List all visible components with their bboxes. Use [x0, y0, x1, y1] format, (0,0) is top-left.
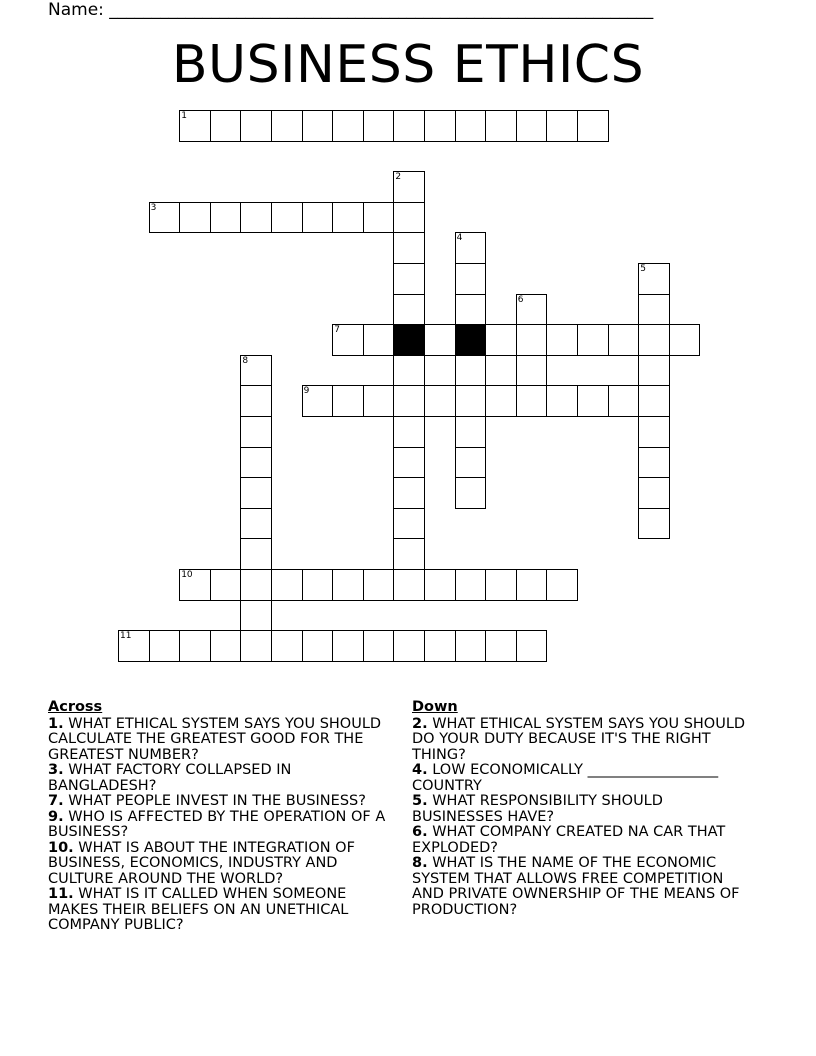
- clue-number: 10: [181, 570, 193, 580]
- grid-cell[interactable]: [455, 385, 487, 417]
- clue-item-number: 9.: [48, 808, 64, 825]
- grid-cell[interactable]: [240, 447, 272, 479]
- grid-cell[interactable]: [393, 416, 425, 448]
- grid-cell[interactable]: [332, 324, 364, 356]
- grid-cell[interactable]: [608, 324, 640, 356]
- clue-item-number: 4.: [412, 762, 428, 778]
- down-heading: Down: [412, 699, 458, 715]
- grid-cell[interactable]: [516, 294, 548, 326]
- grid-cell[interactable]: [638, 355, 670, 387]
- grid-cell[interactable]: [210, 202, 242, 234]
- grid-cell[interactable]: [485, 385, 517, 417]
- grid-cell[interactable]: [179, 110, 211, 142]
- across-clues: [48, 700, 393, 934]
- grid-cell[interactable]: [455, 630, 487, 662]
- grid-cell[interactable]: [332, 202, 364, 234]
- grid-cell[interactable]: [424, 324, 456, 356]
- grid-cell[interactable]: [546, 569, 578, 601]
- grid-cell[interactable]: [179, 202, 211, 234]
- clue-item-number: 11.: [48, 886, 74, 902]
- grid-cell[interactable]: [240, 569, 272, 601]
- grid-cell[interactable]: [271, 630, 303, 662]
- clue-item-number: 10.: [48, 839, 74, 856]
- clue-number: 11: [120, 631, 132, 642]
- grid-cell[interactable]: [332, 630, 364, 662]
- grid-cell[interactable]: [240, 630, 272, 662]
- grid-cell[interactable]: [516, 569, 548, 601]
- grid-cell[interactable]: [546, 110, 578, 142]
- clue-item-text: WHO IS AFFECTED BY THE OPERATION OF A BUSINESS?: [48, 808, 386, 840]
- grid-cell[interactable]: [240, 600, 272, 632]
- grid-cell[interactable]: [485, 630, 517, 662]
- grid-cell[interactable]: [669, 324, 701, 356]
- grid-cell[interactable]: [240, 385, 272, 417]
- name-field-label: Name: ________________________________________________________________: [48, 0, 654, 20]
- grid-cell[interactable]: [393, 477, 425, 509]
- grid-cell[interactable]: [455, 447, 487, 479]
- grid-cell[interactable]: [393, 110, 425, 142]
- clue-number: 8: [242, 355, 249, 366]
- clue-item-number: 1.: [48, 715, 64, 732]
- clue-item-text: WHAT IS THE NAME OF THE ECONOMIC SYSTEM THAT ALLOWS FREE COMPETITION AND PRIVATE OWNERSHIP OF THE MEANS OF PRODUCTION?: [412, 855, 740, 918]
- grid-cell[interactable]: [608, 385, 640, 417]
- grid-cell[interactable]: [638, 416, 670, 448]
- grid-cell[interactable]: [638, 477, 670, 509]
- grid-cell[interactable]: [393, 263, 425, 295]
- grid-cell[interactable]: [393, 508, 425, 540]
- grid-cell[interactable]: [179, 630, 211, 662]
- grid-cell[interactable]: [363, 630, 395, 662]
- black-cell: [393, 324, 425, 356]
- grid-cell[interactable]: [393, 447, 425, 479]
- clue-item: [48, 794, 393, 810]
- grid-cell[interactable]: [638, 294, 670, 326]
- grid-cell[interactable]: [577, 110, 609, 142]
- grid-cell[interactable]: [179, 569, 211, 601]
- clue-item-text: LOW ECONOMICALLY __________________ COUNTRY: [412, 762, 719, 794]
- grid-cell[interactable]: [516, 324, 548, 356]
- grid-cell[interactable]: [271, 110, 303, 142]
- grid-cell[interactable]: [302, 110, 334, 142]
- grid-cell[interactable]: [393, 294, 425, 326]
- clue-number: 4: [456, 233, 463, 244]
- clue-item-number: 2.: [412, 715, 428, 732]
- grid-cell[interactable]: [240, 538, 272, 570]
- grid-cell[interactable]: [455, 569, 487, 601]
- clue-number: 7: [334, 325, 340, 336]
- clue-item-text: WHAT COMPANY CREATED NA CAR THAT EXPLODED?: [412, 824, 726, 856]
- grid-cell[interactable]: [393, 385, 425, 417]
- clue-item: [412, 717, 757, 764]
- grid-cell[interactable]: [332, 110, 364, 142]
- clue-item-number: 3.: [48, 762, 64, 778]
- grid-cell[interactable]: [546, 385, 578, 417]
- clue-item: [412, 763, 757, 794]
- grid-cell[interactable]: [455, 110, 487, 142]
- grid-cell[interactable]: [271, 202, 303, 234]
- page-title: BUSINESS ETHICS: [171, 35, 645, 95]
- grid-cell[interactable]: [118, 630, 150, 662]
- grid-cell[interactable]: [516, 355, 548, 387]
- clue-item: [48, 841, 393, 888]
- grid-cell[interactable]: [149, 630, 181, 662]
- grid-cell[interactable]: [546, 324, 578, 356]
- clue-item-text: WHAT PEOPLE INVEST IN THE BUSINESS?: [63, 793, 366, 809]
- black-cell: [455, 324, 487, 356]
- clue-item: [412, 856, 757, 918]
- grid-cell[interactable]: [455, 263, 487, 295]
- grid-cell[interactable]: [332, 385, 364, 417]
- grid-cell[interactable]: [638, 324, 670, 356]
- grid-cell[interactable]: [393, 171, 425, 203]
- clue-number: 5: [640, 264, 646, 274]
- grid-cell[interactable]: [455, 355, 487, 387]
- grid-cell[interactable]: [455, 477, 487, 509]
- grid-cell[interactable]: [363, 385, 395, 417]
- grid-cell[interactable]: [363, 324, 395, 356]
- grid-cell[interactable]: [302, 569, 334, 601]
- grid-cell[interactable]: [455, 294, 487, 326]
- clue-item-number: 8.: [412, 855, 428, 871]
- grid-cell[interactable]: [149, 202, 181, 234]
- across-heading: Across: [48, 699, 103, 715]
- clue-item-text: WHAT RESPONSIBILITY SHOULD BUSINESSES HAVE?: [412, 793, 663, 825]
- grid-cell[interactable]: [240, 110, 272, 142]
- grid-cell[interactable]: [485, 324, 517, 356]
- grid-cell[interactable]: [302, 385, 334, 417]
- grid-cell[interactable]: [302, 630, 334, 662]
- grid-cell[interactable]: [240, 416, 272, 448]
- clue-item: [48, 717, 393, 764]
- down-clue-list: [412, 717, 757, 919]
- grid-cell[interactable]: [577, 324, 609, 356]
- clue-number: 6: [517, 294, 524, 305]
- clue-item: [48, 887, 393, 934]
- grid-cell[interactable]: [363, 110, 395, 142]
- clue-item: [48, 810, 393, 841]
- grid-cell[interactable]: [393, 538, 425, 570]
- clue-number: 3: [150, 202, 157, 213]
- clue-item-text: WHAT FACTORY COLLAPSED IN BANGLADESH?: [48, 762, 292, 794]
- grid-cell[interactable]: [455, 232, 487, 264]
- clue-item-text: WHAT ETHICAL SYSTEM SAYS YOU SHOULD CALCULATE THE GREATEST GOOD FOR THE GREATEST NUMBER?: [48, 715, 382, 763]
- grid-cell[interactable]: [424, 110, 456, 142]
- clue-number: 1: [181, 111, 187, 121]
- grid-cell[interactable]: [485, 569, 517, 601]
- down-clues: [412, 700, 757, 918]
- grid-cell[interactable]: [516, 110, 548, 142]
- clue-item: [412, 825, 757, 856]
- clue-item-text: WHAT IS IT CALLED WHEN SOMEONE MAKES THEIR BELIEFS ON AN UNETHICAL COMPANY PUBLIC?: [48, 886, 349, 933]
- grid-cell[interactable]: [577, 385, 609, 417]
- grid-cell[interactable]: [271, 569, 303, 601]
- grid-cell[interactable]: [240, 202, 272, 234]
- grid-cell[interactable]: [638, 447, 670, 479]
- clue-item-number: 6.: [412, 824, 428, 840]
- grid-cell[interactable]: [516, 630, 548, 662]
- clue-item: [48, 763, 393, 794]
- grid-cell[interactable]: [393, 202, 425, 234]
- across-clue-list: [48, 717, 393, 934]
- grid-cell[interactable]: [302, 202, 334, 234]
- grid-cell[interactable]: [393, 232, 425, 264]
- grid-cell[interactable]: [393, 569, 425, 601]
- grid-cell[interactable]: [424, 630, 456, 662]
- clue-item-number: 7.: [48, 793, 64, 809]
- grid-cell[interactable]: [516, 385, 548, 417]
- grid-cell[interactable]: [240, 477, 272, 509]
- grid-cell[interactable]: [210, 569, 242, 601]
- clue-item-text: WHAT IS ABOUT THE INTEGRATION OF BUSINESS, ECONOMICS, INDUSTRY AND CULTURE AROUND THE WORLD?: [48, 839, 355, 887]
- grid-cell[interactable]: [424, 569, 456, 601]
- grid-cell[interactable]: [393, 355, 425, 387]
- grid-cell[interactable]: [485, 110, 517, 142]
- grid-cell[interactable]: [240, 355, 272, 387]
- grid-cell[interactable]: [210, 110, 242, 142]
- grid-cell[interactable]: [455, 416, 487, 448]
- grid-cell[interactable]: [240, 508, 272, 540]
- grid-cell[interactable]: [363, 569, 395, 601]
- grid-cell[interactable]: [638, 508, 670, 540]
- grid-cell[interactable]: [210, 630, 242, 662]
- clue-number: 2: [395, 172, 402, 183]
- grid-cell[interactable]: [638, 263, 670, 295]
- grid-cell[interactable]: [363, 202, 395, 234]
- grid-cell[interactable]: [424, 385, 456, 417]
- grid-cell[interactable]: [332, 569, 364, 601]
- clue-item-number: 5.: [412, 793, 428, 809]
- clue-item: [412, 794, 757, 825]
- clue-item-text: WHAT ETHICAL SYSTEM SAYS YOU SHOULD DO YOUR DUTY BECAUSE IT'S THE RIGHT THING?: [412, 715, 746, 763]
- grid-cell[interactable]: [393, 630, 425, 662]
- grid-cell[interactable]: [638, 385, 670, 417]
- clue-number: 9: [303, 386, 310, 397]
